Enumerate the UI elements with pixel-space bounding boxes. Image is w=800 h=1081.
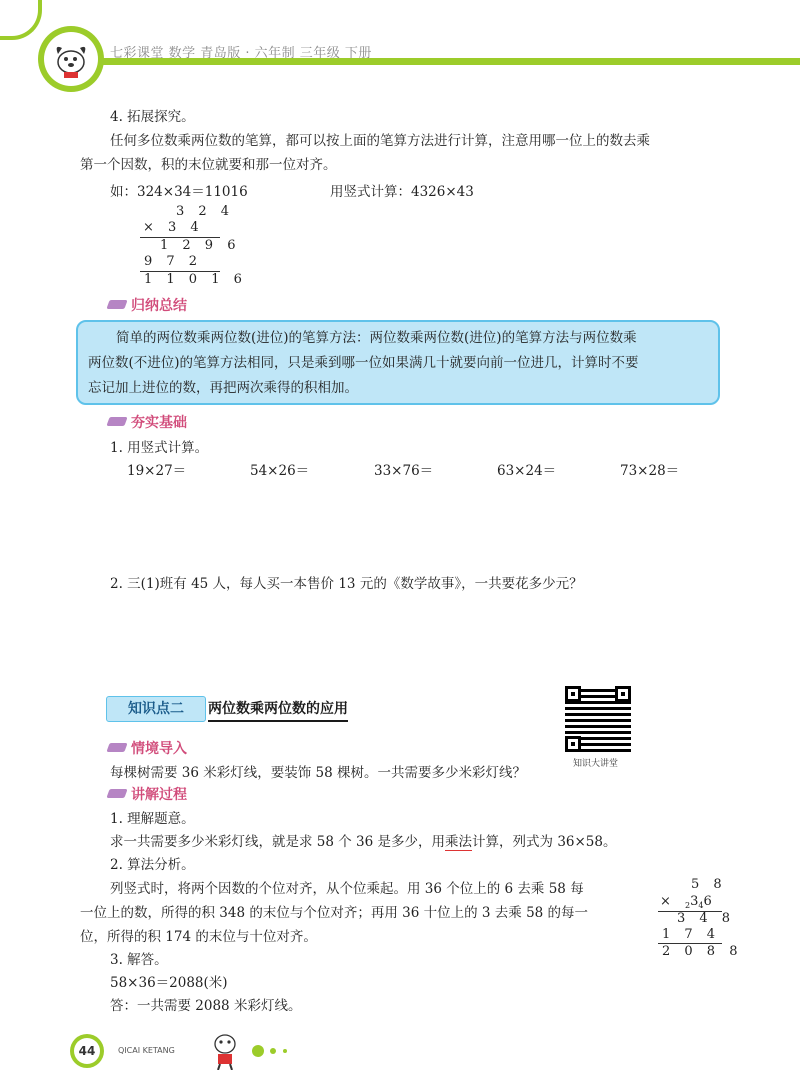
answer: 答：一共需要 2088 米彩灯线。 <box>110 998 302 1014</box>
footer-mascot-icon <box>208 1030 242 1074</box>
section-heading: 4. 拓展探究。 <box>110 109 195 125</box>
knowledge-badge: 知识点二 <box>106 696 206 722</box>
calc-row: 5 8 <box>691 877 727 892</box>
example-equation: 如：324×34＝11016 <box>110 184 248 200</box>
pencil-icon <box>106 743 127 752</box>
summary-line: 简单的两位数乘两位数(进位)的笔算方法：两位数乘两位数(进位)的笔算方法与两位数乘 <box>116 330 637 346</box>
calc-row: × $_23_46$ <box>660 894 712 910</box>
intro-text: 每棵树需要 36 米彩灯线，要装饰 58 棵树。一共需要多少米彩灯线？ <box>110 765 527 781</box>
decorative-dot <box>283 1049 287 1053</box>
summary-text <box>88 326 718 401</box>
header-corner-decoration <box>0 0 42 40</box>
decorative-dot <box>252 1045 264 1057</box>
header-logo-circle <box>38 26 104 92</box>
calc-row: 1 2 9 6 <box>160 238 241 253</box>
calc-row: 3 2 4 <box>176 204 235 219</box>
qr-finder <box>565 686 581 702</box>
paragraph: 任何多位数乘两位数的笔算，都可以按上面的笔算方法进行计算，注意用哪一位上的数去乘 <box>110 133 650 149</box>
calc-row: 1 1 0 1 6 <box>144 272 247 287</box>
paragraph: 第一个因数，积的末位就要和那一位对齐。 <box>80 157 337 173</box>
header-title: 七彩课堂 数学 青岛版 · 六年制 三年级 下册 <box>110 46 372 61</box>
calc-row: 9 7 2 <box>144 254 203 269</box>
expression: 19×27＝ <box>127 463 187 479</box>
explain-heading: 讲解过程 <box>108 784 187 804</box>
page-number: 44 <box>74 1038 100 1064</box>
pencil-icon <box>106 417 127 426</box>
qr-caption: 知识大讲堂 <box>573 759 619 769</box>
paragraph: 位，所得的积 174 的末位与十位对齐。 <box>80 929 317 945</box>
qr-code-icon[interactable] <box>565 686 631 752</box>
qr-finder <box>615 686 631 702</box>
summary-heading: 归纳总结 <box>108 295 187 315</box>
step-heading: 3. 解答。 <box>110 952 168 968</box>
summary-line: 忘记加上进位的数，再把两次乘得的积相加。 <box>88 380 358 396</box>
expression: 73×28＝ <box>620 463 680 479</box>
pencil-icon <box>106 789 127 798</box>
question: 1. 用竖式计算。 <box>110 440 209 456</box>
basics-heading: 夯实基础 <box>108 412 187 432</box>
paragraph: 一位上的数，所得的积 348 的末位与个位对齐；再用 36 十位上的 3 去乘 58 的每一 <box>80 905 589 921</box>
summary-line: 两位数(不进位)的笔算方法相同，只是乘到哪一位如果满几十就要向前一位进几，计算时不要 <box>88 355 639 371</box>
step-heading: 2. 算法分析。 <box>110 857 195 873</box>
knowledge-title: 两位数乘两位数的应用 <box>208 698 348 722</box>
expression: 54×26＝ <box>250 463 310 479</box>
page-number-badge <box>70 1034 104 1068</box>
calc-row: × 3 4 <box>143 220 204 235</box>
calc-row: 1 7 4 <box>662 927 721 942</box>
step-heading: 1. 理解题意。 <box>110 811 195 827</box>
expression: 33×76＝ <box>374 463 434 479</box>
pencil-icon <box>106 300 127 309</box>
paragraph: 列竖式时，将两个因数的个位对齐，从个位乘起。用 36 个位上的 6 去乘 58 每 <box>110 881 584 897</box>
footer-brand: QICAI KETANG <box>118 1046 175 1055</box>
equation: 58×36＝2088(米) <box>110 975 228 991</box>
question: 2. 三(1)班有 45 人，每人买一本售价 13 元的《数学故事》，一共要花多少元？ <box>110 576 583 592</box>
calc-row: 3 4 8 <box>677 911 736 926</box>
decorative-dot <box>270 1048 276 1054</box>
task-text: 用竖式计算：4326×43 <box>330 184 474 200</box>
intro-heading: 情境导入 <box>108 738 187 758</box>
mascot-icon <box>44 32 98 86</box>
qr-finder <box>565 736 581 752</box>
paragraph: 求一共需要多少米彩灯线，就是求 58 个 36 是多少，用乘法计算，列式为 36×58。 <box>110 834 617 850</box>
expression: 63×24＝ <box>497 463 557 479</box>
calc-row: 2 0 8 8 <box>662 944 743 959</box>
